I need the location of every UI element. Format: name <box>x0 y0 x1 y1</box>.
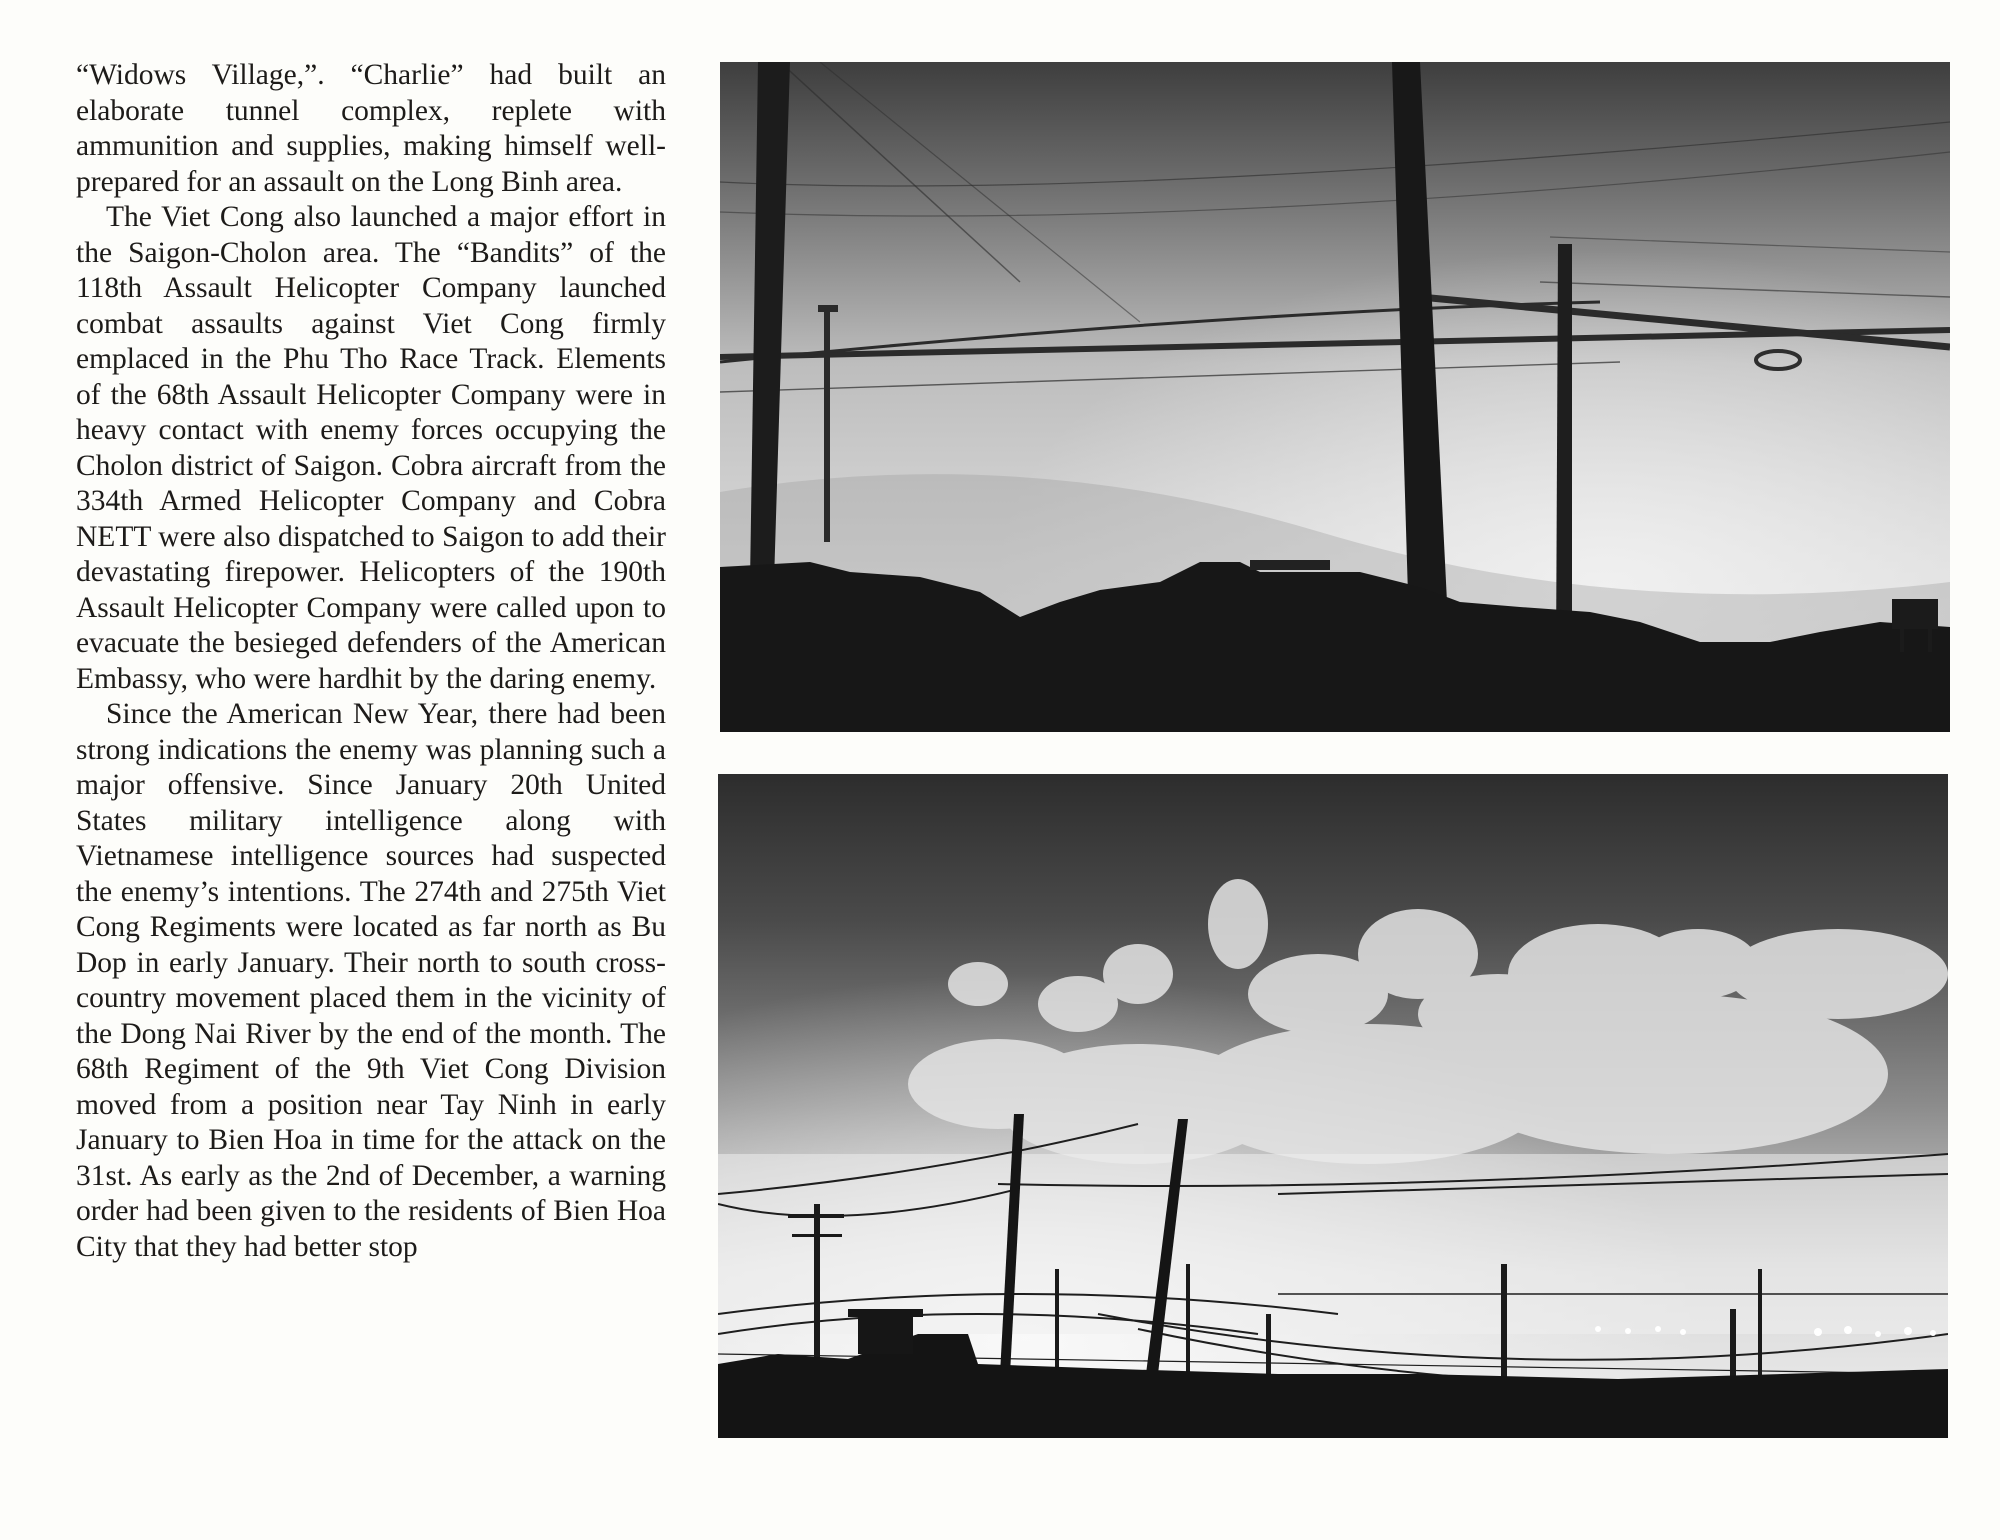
article-text <box>76 58 666 1265</box>
paragraph-1: “Widows Village,”. “Charlie” had built an elaborate tunnel complex, replete with ammunition and supplies, making himself well-prepared for an assault on the Long Binh area. <box>76 59 666 198</box>
paragraph-3: Since the American New Year, there had been strong indications the enemy was planning such a major offensive. Since January 20th United States military intelligence along with Vietnamese intelligence sources had suspected the enemy’s intentions. The 274th and 275th Viet Cong Regiments were located as far north as Bu Dop in early January. Their north to south cross-country movement placed them in the vicinity of the Dong Nai River by the end of the month. The 68th Regiment of the 9th Viet Cong Division moved from a position near Tay Ninh in early January to Bien Hoa in time for the attack on the 31st. As early as the 2nd of December, a warning order had been given to the residents of Bien Hoa City that they had better stop <box>76 698 666 1263</box>
paragraph-2: The Viet Cong also launched a major effort in the Saigon-Cholon area. The “Bandits” of the 118th Assault Helicopter Company launched combat assaults against Viet Cong firmly emplaced in the Phu Tho Race Track. Elements of the 68th Assault Helicopter Company were in heavy contact with enemy forces occupying the Cholon district of Saigon. Cobra aircraft from the 334th Armed Helicopter Company and Cobra NETT were also dispatched to Saigon to add their devastating firepower. Helicopters of the 190th Assault Helicopter Company were called upon to evacuate the besieged defenders of the American Embassy, who were hardhit by the daring enemy. <box>76 201 666 695</box>
photo-smoke-clouds-power-lines <box>718 774 1948 1438</box>
photo-utility-poles-silhouette <box>720 62 1950 732</box>
